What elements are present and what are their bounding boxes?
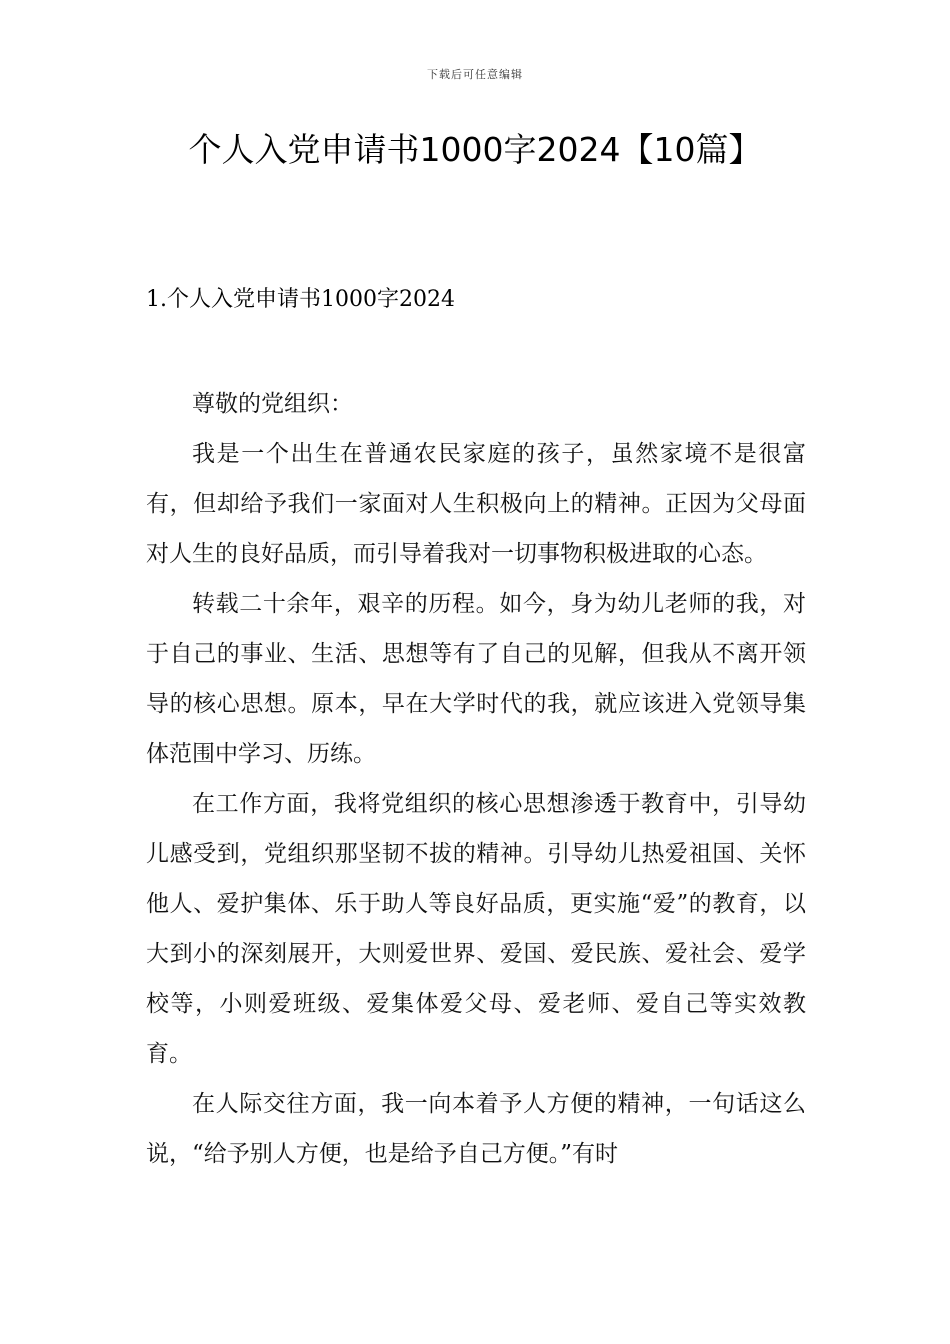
- paragraph-interpersonal: 在人际交往方面，我一向本着予人方便的精神，一句话这么说，“给予别人方便，也是给予自己方便。”有时: [146, 1091, 806, 1167]
- salutation: 尊敬的党组织：: [192, 391, 353, 417]
- body-text: [146, 379, 806, 1179]
- paragraph-work: 在工作方面，我将党组织的核心思想渗透于教育中，引导幼儿感受到，党组织那坚韧不拔的精神。引导幼儿热爱祖国、关怀他人、爱护集体、乐于助人等良好品质，更实施“爱”的教育，以大到小的深刻展开，大则爱世界、爱国、爱民族、爱社会、爱学校等，小则爱班级、爱集体爱父母、爱老师、爱自己等实效教育。: [146, 791, 806, 1067]
- paragraph-family-background: 我是一个出生在普通农民家庭的孩子，虽然家境不是很富有，但却给予我们一家面对人生积极向上的精神。正因为父母面对人生的良好品质，而引导着我对一切事物积极进取的心态。: [146, 441, 806, 567]
- header-note: 下载后可任意编辑: [427, 68, 523, 81]
- section-heading: 1.个人入党申请书1000字2024: [146, 287, 455, 312]
- paragraph-career: 转载二十余年，艰辛的历程。如今，身为幼儿老师的我，对于自己的事业、生活、思想等有了自己的见解，但我从不离开领导的核心思想。原本，早在大学时代的我，就应该进入党领导集体范围中学习、历练。: [146, 591, 806, 767]
- document-title: 个人入党申请书1000字2024【10篇】: [188, 130, 762, 169]
